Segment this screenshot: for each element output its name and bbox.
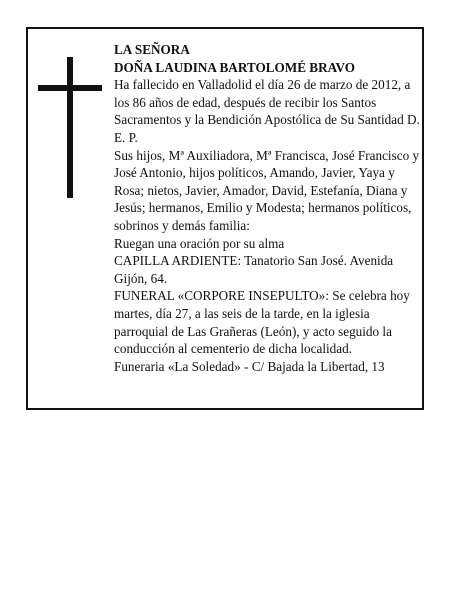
notice-text xyxy=(114,41,422,375)
cross-vertical-bar xyxy=(67,57,73,198)
chapel-paragraph: CAPILLA ARDIENTE: Tanatorio San José. Avenida Gijón, 64. xyxy=(114,253,394,286)
prayer-line: Ruegan una oración por su alma xyxy=(114,235,285,251)
deceased-name: DOÑA LAUDINA BARTOLOMÉ BRAVO xyxy=(114,59,355,75)
death-paragraph: Ha fallecido en Valladolid el día 26 de marzo de 2012, a los 86 años de edad, después de recibir los Santos Sacramentos y la Bendición Apostólica de Su Santidad D. E. P. xyxy=(114,77,420,145)
funeral-paragraph: FUNERAL «CORPORE INSEPULTO»: Se celebra hoy martes, día 27, a las seis de la tarde, en la iglesia parroquial de Las Grañeras (León), y acto seguido la conducción al cementerio de dicha localidad. xyxy=(114,288,410,357)
heading: LA SEÑORA xyxy=(114,42,190,57)
cross-horizontal-bar xyxy=(38,85,102,91)
funeral-home-line: Funeraria «La Soledad» - C/ Bajada la Libertad, 13 xyxy=(114,358,385,374)
obituary-notice xyxy=(26,27,424,410)
family-paragraph: Sus hijos, Mª Auxiliadora, Mª Francisca, José Francisco y José Antonio, hijos políticos, Amando, Javier, Yaya y Rosa; nietos, Javier, Amador, David, Estefanía, Diana y Jesús; hermanos, Emilio y Modesta; hermanos políticos, sobrinos y demás familia: xyxy=(114,147,420,233)
